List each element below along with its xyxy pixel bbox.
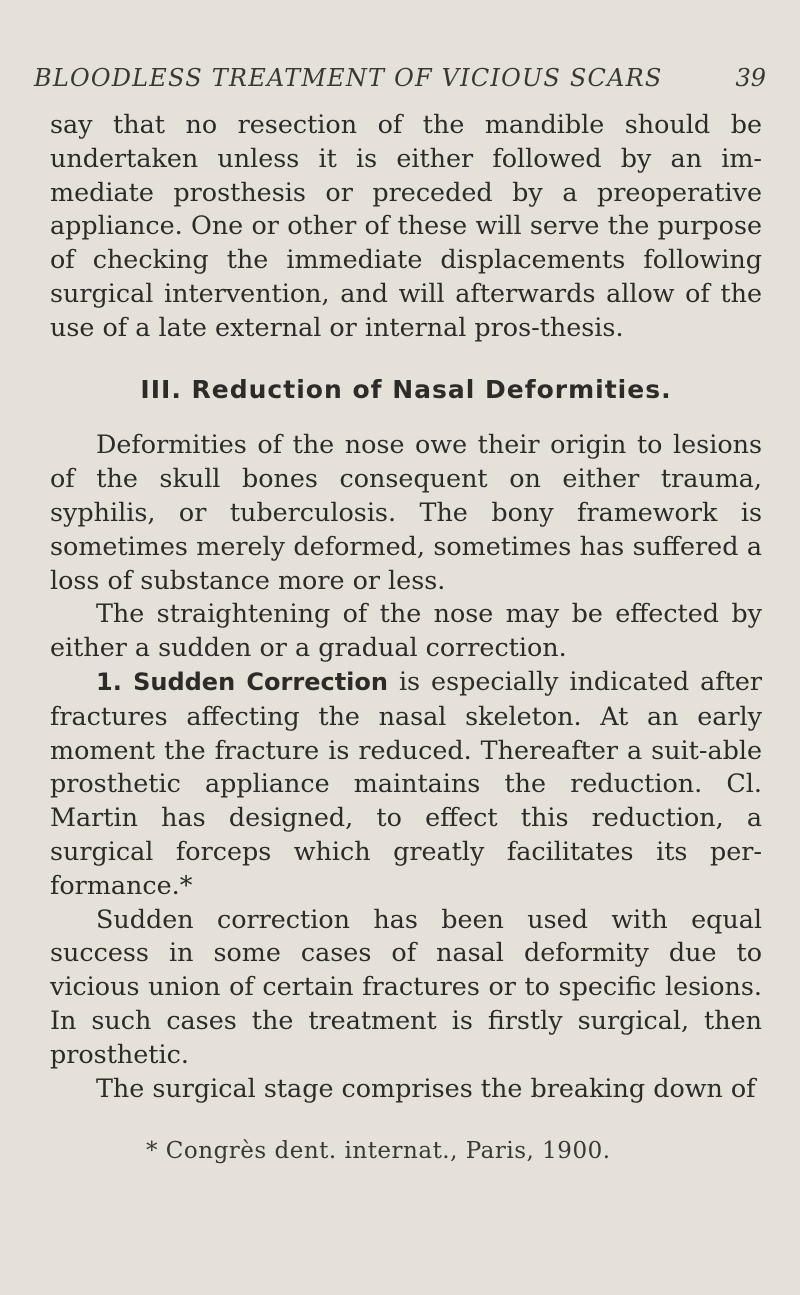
running-title: BLOODLESS TREATMENT OF VICIOUS SCARS (34, 64, 663, 92)
paragraph-sudden-correction-text: is especially indicated after fractures affecting the nasal skeleton. At an early moment the fracture is reduced. Thereafter a suit-able prosthetic appliance maintains the reduction. Cl. Martin has designed, to effect this reduction, a surgical forceps which greatly facilitates its per-formance.* (50, 665, 762, 900)
page-body (50, 108, 762, 1105)
paragraph-continuation: say that no resection of the mandible should be undertaken unless it is either followed by an im-mediate prosthesis or preceded by a preoperative appliance. One or other of these will serve the purpose of checking the immediate displacements following surgical intervention, and will afterwards allow of the use of a late external or internal pros-thesis. (50, 109, 762, 342)
subsection-heading: 1. Sudden Correction (96, 667, 388, 696)
paragraph-sudden-correction (50, 665, 762, 903)
page-number: 39 (735, 64, 766, 92)
paragraph-straightening: The straightening of the nose may be effected by either a sudden or a gradual correction. (50, 598, 762, 663)
paragraph-nasal-deformities: Deformities of the nose owe their origin to lesions of the skull bones consequent on either trauma, syphilis, or tuberculosis. The bony framework is sometimes merely deformed, sometimes has suffered a loss of substance more or less. (50, 429, 762, 595)
paragraph-equal-success: Sudden correction has been used with equal success in some cases of nasal deformity due to vicious union of certain fractures or to specific lesions. In such cases the treatment is firstly surgical, then prosthetic. (50, 903, 762, 1069)
footnote: * Congrès dent. internat., Paris, 1900. (146, 1138, 611, 1164)
section-heading: III. Reduction of Nasal Deformities. (140, 374, 672, 404)
running-head (34, 64, 766, 108)
paragraph-surgical-stage: The surgical stage comprises the breaking down of (96, 1072, 756, 1103)
